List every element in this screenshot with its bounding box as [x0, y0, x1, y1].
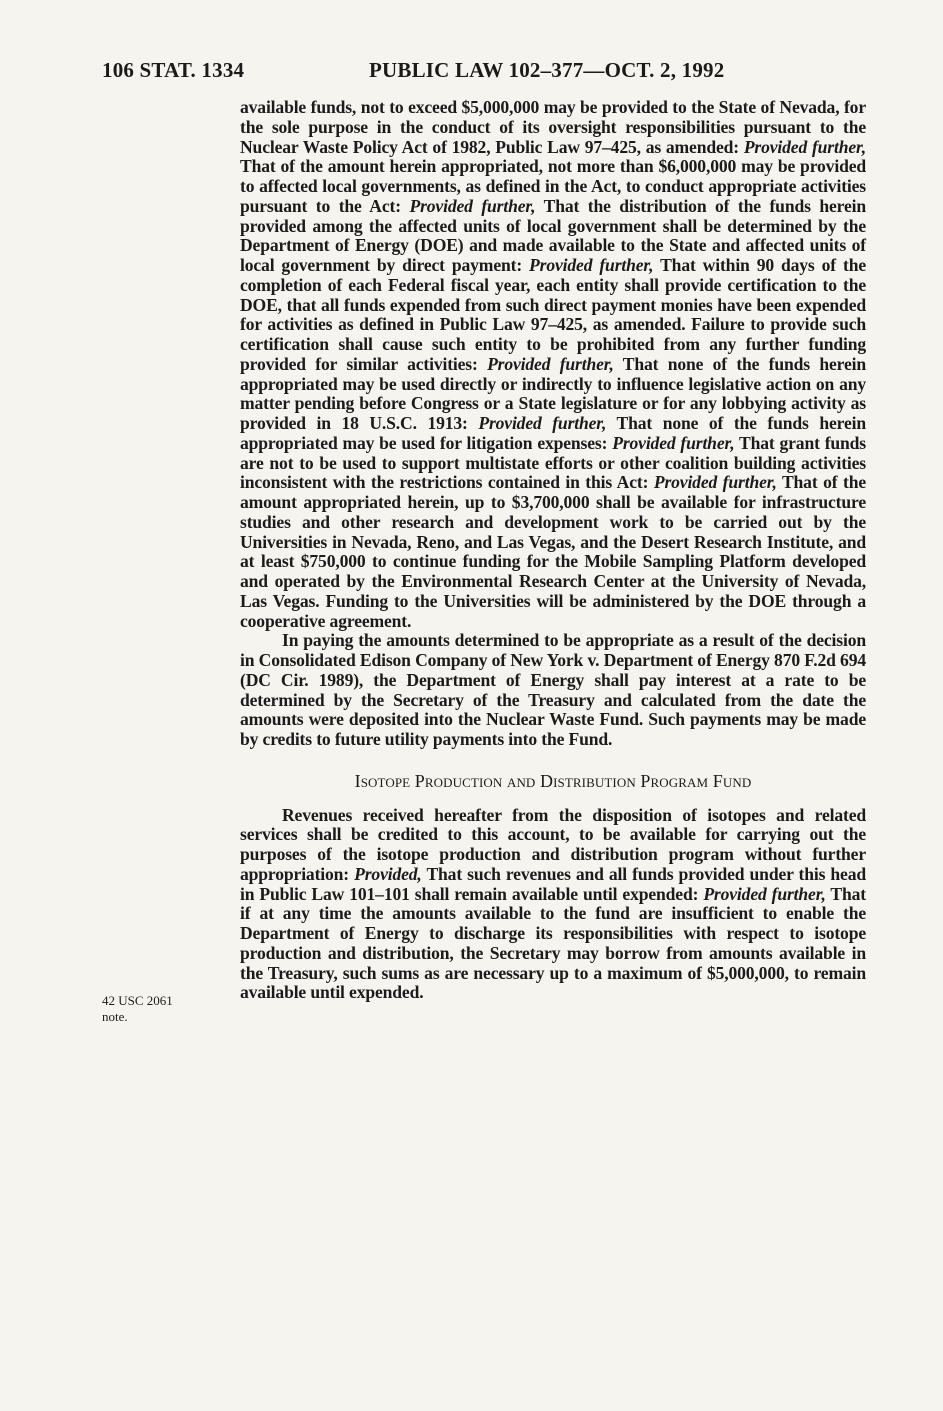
- text-run: That grant funds are not to be used to support multistate efforts or other coalition building activities inconsistent with the restrictions contained in this Act:: [240, 432, 867, 493]
- section-heading: Isotope Production and Distribution Program Fund: [354, 770, 752, 791]
- proviso-italic: Provided,: [354, 863, 422, 884]
- proviso-italic: Provided further,: [612, 432, 735, 453]
- paragraph-interest-payments: In paying the amounts determined to be appropriate as a result of the decision in Consolidated Edison Company of New York v. Department of Energy 870 F.2d 694 (DC Cir. 1989), the Department of Energy shall pay interest at a rate to be determined by the Secretary of the Treasury and calculated from the date the amounts were deposited into the Nuclear Waste Fund. Such payments may be made by credits to future utility payments into the Fund.: [240, 630, 866, 749]
- body-column: [240, 98, 866, 1003]
- text-run: That of the amount appropriated herein, up to $3,700,000 shall be available for infrastructure studies and other research and development work to be carried out by the Universities in Nevada, Reno, and Las Vegas, and the Desert Research Institute, and at least $750,000 to continue funding for the Mobile Sampling Platform developed and operated by the Environmental Research Center at the University of Nevada, Las Vegas. Funding to the Universities will be administered by the DOE through a cooperative agreement.: [240, 472, 866, 631]
- text-run: That the distribution of the funds herein provided among the affected units of local government shall be determined by the Department of Energy (DOE) and made available to the State and affected units of local government by direct payment:: [240, 195, 866, 275]
- proviso-italic: Provided further,: [743, 136, 866, 157]
- proviso-italic: Provided further,: [703, 883, 826, 904]
- margin-note-suffix: note.: [102, 1009, 128, 1024]
- text-run: Revenues received hereafter from the disposition of isotopes and related services shall be credited to this account, to be available for carrying out the purposes of the isotope production and distribution program without further appropriation:: [240, 804, 866, 884]
- proviso-italic: Provided further,: [409, 195, 536, 216]
- paragraph-isotope-revenues: [240, 806, 866, 1004]
- text-run: That none of the funds herein appropriated may be used directly or indirectly to influence legislative action on any matter pending before Congress or a State legislature or for any lobbying activity as provided in 18 U.S.C. 1913:: [240, 353, 866, 433]
- text-run: available funds, not to exceed $5,000,000 may be provided to the State of Nevada, for the sole purpose in the conduct of its oversight responsibilities pursuant to the Nuclear Waste Policy Act of 1982, Public Law 97–425, as amended:: [240, 97, 866, 157]
- text-run: That of the amount herein appropriated, not more than $6,000,000 may be provided to affected local governments, as defined in the Act, to conduct appropriate activities pursuant to the Act:: [240, 156, 866, 216]
- proviso-italic: Provided further,: [487, 353, 614, 374]
- proviso-italic: Provided further,: [478, 413, 607, 433]
- stat-page-number: 106 STAT. 1334: [102, 58, 245, 82]
- text-run: That within 90 days of the completion of each Federal fiscal year, each entity shall provide certification to the DOE, that all funds expended from such direct payment monies have been expended for activities as defined in Public Law 97–425, as amended. Failure to provide such certification shall cause such entity to be prohibited from any further funding provided for similar activities:: [240, 255, 866, 374]
- text-run: That none of the funds herein appropriated may be used for litigation expenses:: [240, 413, 866, 453]
- paragraph-nevada-funds: [240, 98, 866, 631]
- text-run: That such revenues and all funds provided under this head in Public Law 101–101 shall remain available until expended:: [240, 863, 866, 904]
- margin-note: [102, 993, 212, 1025]
- margin-note-citation: 42 USC 2061: [102, 993, 173, 1008]
- proviso-italic: Provided further,: [529, 255, 654, 275]
- proviso-italic: Provided further,: [653, 472, 777, 493]
- public-law-title: PUBLIC LAW 102–377—OCT. 2, 1992: [369, 58, 725, 82]
- text-run: That if at any time the amounts available to the fund are insufficient to enable the Department of Energy to discharge its responsibilities with respect to isotope production and distribution, the Secretary may borrow from amounts available in the Treasury, such sums as are necessary up to a maximum of $5,000,000, to remain available until expended.: [240, 883, 866, 1003]
